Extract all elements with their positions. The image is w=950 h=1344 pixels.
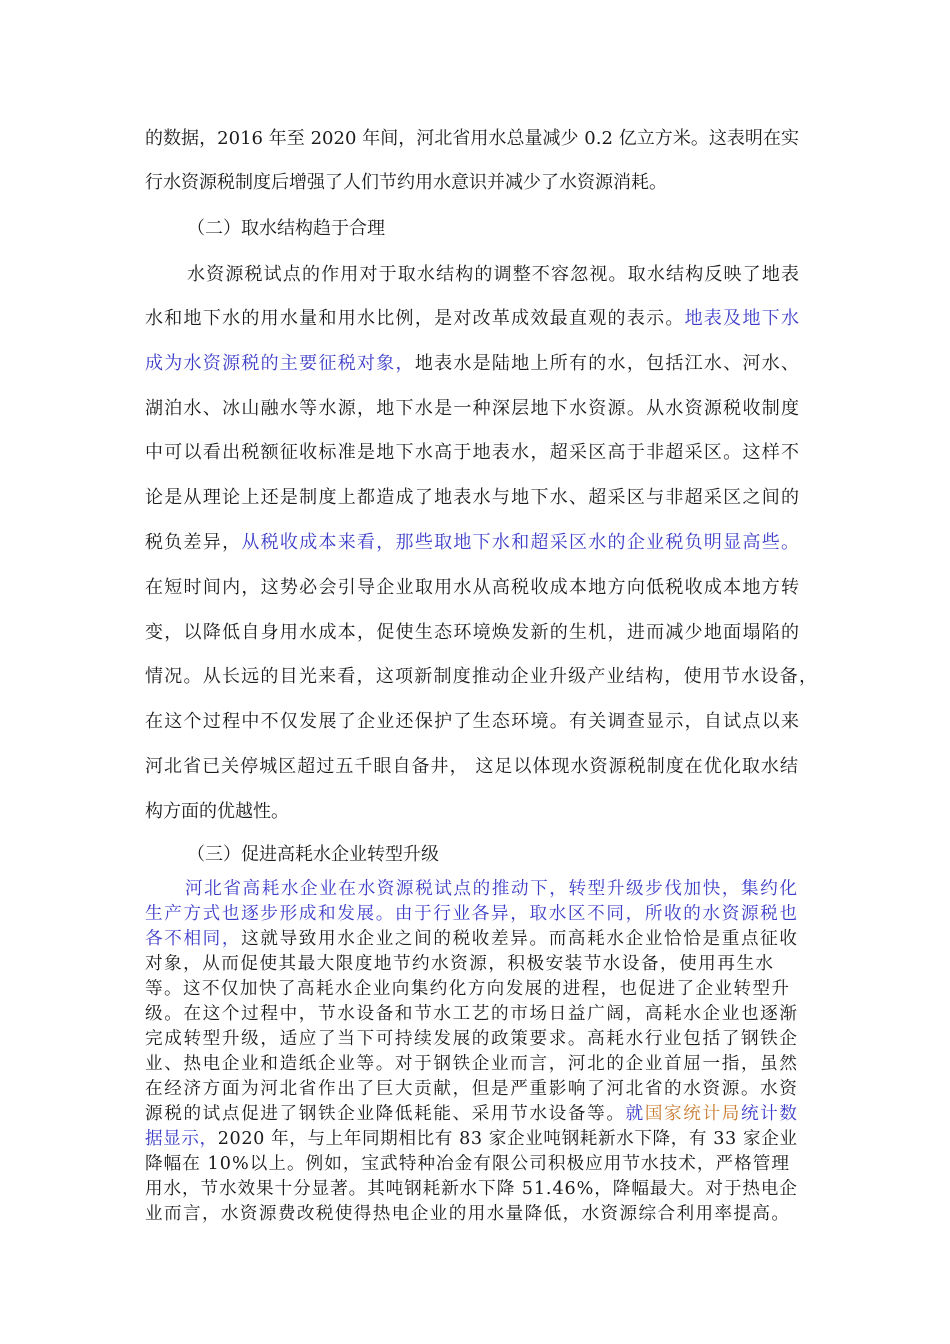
text-segment: 业、热电企业和造纸企业等。对于钢铁企业而言，河北的企业首屈一指，虽然 (145, 1054, 799, 1074)
text-segment: 降幅在 10%以上。例如，宝武特种冶金有限公司积极应用节水技术，严格管理 (145, 1154, 791, 1174)
text-line (145, 621, 800, 645)
text-line (145, 1053, 799, 1075)
text-line (145, 953, 774, 975)
highlighted-text: 成为水资源税的主要征税对象， (145, 353, 415, 374)
text-line (145, 710, 800, 734)
highlighted-text: 从税收成本来看，那些取地下水和超采区水的企业税负明显高些。 (241, 532, 801, 553)
text-line (145, 1103, 799, 1125)
text-segment: 用水，节水效果十分显著。其吨钢耗新水下降 51.46%，降幅最大。对于热电企 (145, 1179, 798, 1199)
text-segment: （二）取水结构趋于合理 (187, 218, 385, 239)
text-line (145, 576, 800, 600)
text-line (187, 217, 385, 241)
text-line (145, 127, 799, 151)
text-line (145, 486, 800, 510)
text-segment: 在短时间内，这势必会引导企业取用水从高税收成本地方向低税收成本地方转 (145, 577, 801, 598)
text-segment: 论是从理论上还是制度上都造成了地表水与地下水、超采区与非超采区之间的 (145, 487, 801, 508)
text-line (145, 800, 289, 824)
text-line (145, 928, 799, 950)
text-segment: 的数据，2016 年至 2020 年间，河北省用水总量减少 0.2 亿立方米。这表明在实 (145, 128, 800, 149)
highlighted-text: 据显示， (145, 1129, 218, 1149)
text-segment: 在这个过程中不仅发展了企业还保护了生态环境。有关调查显示，自试点以来 (145, 711, 801, 732)
text-line (187, 843, 439, 867)
text-segment: 水和地下水的用水量和用水比例，是对改革成效最直观的表示。 (145, 308, 685, 329)
text-segment: 变，以降低自身用水成本，促使生态环境焕发新的生机，进而减少地面塌陷的 (145, 622, 801, 643)
text-line (185, 878, 799, 900)
text-segment: 构方面的优越性。 (145, 801, 289, 822)
text-line (145, 1203, 790, 1225)
text-segment: 这就导致用水企业之间的税收差异。而高耗水企业恰恰是重点征收 (241, 929, 799, 949)
text-segment: 行水资源税制度后增强了人们节约用水意识并减少了水资源消耗。 (145, 172, 667, 193)
text-line (145, 1178, 798, 1200)
text-segment: 2020 年，与上年同期相比有 83 家企业吨钢耗新水下降，有 33 家企业 (217, 1129, 798, 1149)
highlighted-text: 河北省高耗水企业在水资源税试点的推动下，转型升级步伐加快，集约化 (185, 879, 799, 899)
text-line (145, 441, 800, 465)
text-line (145, 307, 800, 331)
highlighted-text: 生产方式也逐步形成和发展。由于行业各异，取水区不同，所收的水资源税也 (145, 904, 799, 924)
highlighted-text: 统计数 (740, 1104, 799, 1124)
text-segment: 对象，从而促使其最大限度地节约水资源，积极安装节水设备，使用再生水 (145, 954, 775, 974)
text-segment: 税负差异， (145, 532, 242, 553)
highlighted-text: 地表及地下水 (684, 308, 801, 329)
text-line (145, 352, 800, 376)
text-line (145, 397, 800, 421)
text-line (145, 665, 818, 689)
text-line (145, 531, 800, 555)
text-line (145, 1153, 790, 1175)
highlighted-link-text: 国家统计局 (644, 1104, 741, 1124)
text-segment: 河北省已关停城区超过五千眼自备井， 这足以体现水资源税制度在优化取水结 (145, 756, 799, 777)
text-segment: 级。在这个过程中，节水设备和节水工艺的市场日益广阔，高耗水企业也逐渐 (145, 1004, 799, 1024)
text-segment: 源税的试点促进了钢铁企业降低耗能、采用节水设备等。 (145, 1104, 626, 1124)
highlighted-text: 就 (625, 1104, 645, 1124)
text-line (145, 1128, 798, 1150)
text-line (187, 263, 800, 287)
text-segment: 等。这不仅加快了高耗水企业向集约化方向发展的进程，也促进了企业转型升 (145, 979, 791, 999)
text-segment: 情况。从长远的目光来看，这项新制度推动企业升级产业结构，使用节水设备， (145, 666, 819, 687)
text-segment: 水资源税试点的作用对于取水结构的调整不容忽视。取水结构反映了地表 (187, 264, 801, 285)
text-segment: 地表水是陆地上所有的水，包括江水、河水、 (414, 353, 801, 374)
text-segment: 业而言，水资源费改税使得热电企业的用水量降低，水资源综合利用率提高。 (145, 1204, 791, 1224)
text-line (145, 1028, 799, 1050)
text-segment: 在经济方面为河北省作出了巨大贡献，但是严重影响了河北省的水资源。水资 (145, 1079, 799, 1099)
text-line (145, 978, 790, 1000)
text-line (145, 171, 667, 195)
text-line (145, 1078, 799, 1100)
text-line (145, 755, 799, 779)
text-line (145, 1003, 799, 1025)
text-segment: 完成转型升级，适应了当下可持续发展的政策要求。高耗水行业包括了钢铁企 (145, 1029, 799, 1049)
highlighted-text: 各不相同， (145, 929, 242, 949)
text-segment: 中可以看出税额征收标准是地下水高于地表水，超采区高于非超采区。这样不 (145, 442, 801, 463)
text-segment: 湖泊水、冰山融水等水源，地下水是一种深层地下水资源。从水资源税收制度 (145, 398, 801, 419)
text-line (145, 903, 799, 925)
text-segment: （三）促进高耗水企业转型升级 (187, 844, 439, 865)
